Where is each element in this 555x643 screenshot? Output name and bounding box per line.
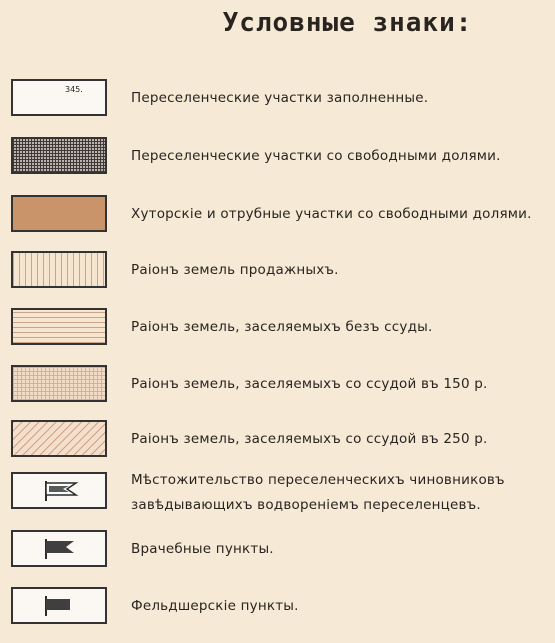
swatch-paramedic-flag	[11, 587, 107, 624]
swatch-diagonal-hatch	[11, 420, 107, 457]
swatch-brown-fill	[11, 195, 107, 232]
legend-label: Раіонъ земель, заселяемыхъ безъ ссуды.	[131, 319, 433, 335]
legend-label: Переселенческие участки заполненные.	[131, 90, 429, 106]
legend-label: Раіонъ земель продажныхъ.	[131, 262, 339, 278]
swatch-cross-hatch	[11, 365, 107, 402]
square-flag-icon	[43, 595, 79, 617]
legend-label-line2: завѣдывающихъ водворенiемъ переселенцевъ.	[131, 497, 481, 513]
legend-label: Хуторскіе и отрубные участки со свободными долями.	[131, 206, 532, 222]
legend-label: Мѣстожительство переселенческихъ чиновниковъ	[131, 472, 505, 488]
swatch-medical-flag	[11, 530, 107, 567]
legend-label: Фельдшерскіе пункты.	[131, 598, 299, 614]
swatch-filled-plots	[11, 79, 107, 116]
legend-title: Условные знаки:	[222, 8, 473, 38]
legend-label: Переселенческие участки со свободными долями.	[131, 148, 501, 164]
swatch-horizontal-hatch	[11, 308, 107, 345]
swatch-grid-pattern	[11, 137, 107, 174]
pennant-flag-icon	[43, 538, 79, 560]
swatch-officials-flag	[11, 472, 107, 509]
pennant-flag-icon	[43, 480, 79, 502]
legend-label: Врачебные пункты.	[131, 541, 274, 557]
legend-label: Раіонъ земель, заселяемыхъ со ссудой въ 150 р.	[131, 376, 488, 392]
swatch-vertical-hatch	[11, 251, 107, 288]
legend-label: Раіонъ земель, заселяемыхъ со ссудой въ 250 р.	[131, 431, 488, 447]
swatch-number: 345.	[65, 85, 83, 94]
